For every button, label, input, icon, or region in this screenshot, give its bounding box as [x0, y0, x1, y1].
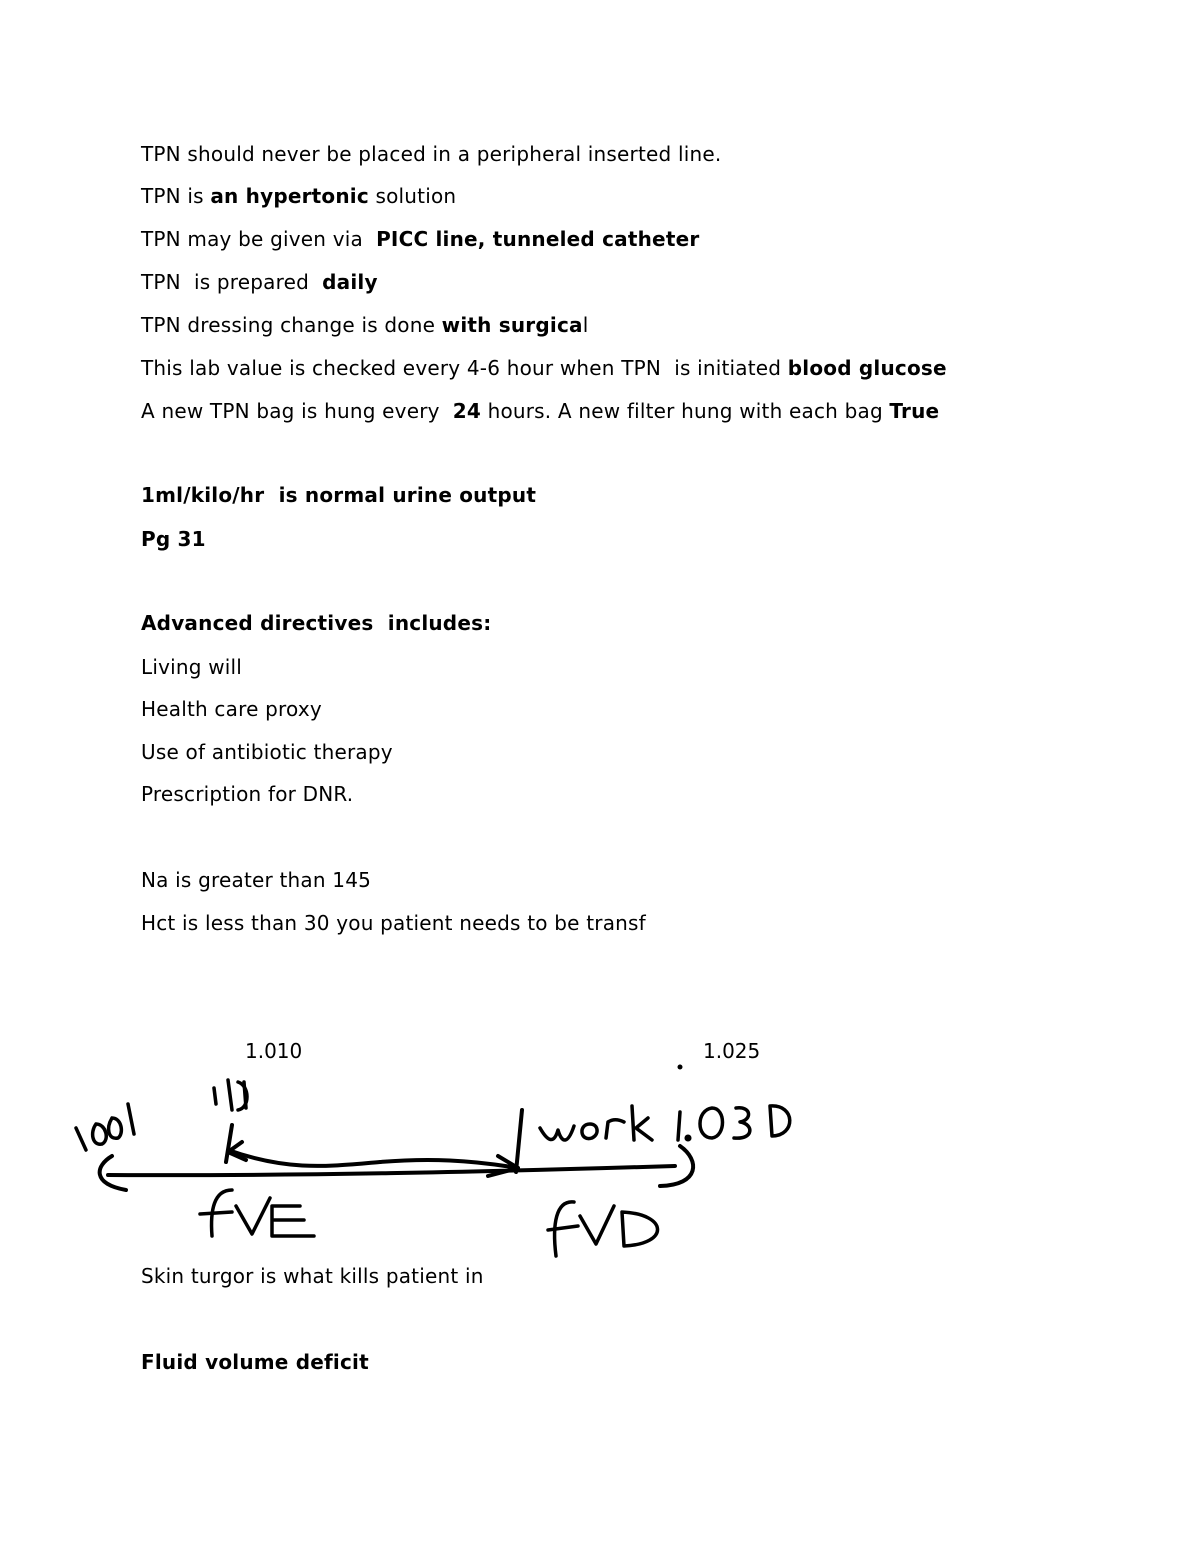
directive-item: Health care proxy	[141, 697, 322, 721]
tpn-line-2: TPN is an hypertonic solution	[141, 184, 457, 208]
handwritten-work-word	[540, 1106, 652, 1140]
directive-item: Prescription for DNR.	[141, 782, 354, 806]
tpn-line-5: TPN dressing change is done with surgical	[141, 313, 589, 337]
handwritten-far-right-value	[678, 1106, 790, 1140]
handwritten-fve-region	[200, 1190, 314, 1236]
page-ref-line: Pg 31	[141, 527, 206, 551]
handwritten-far-left-value	[76, 1104, 134, 1150]
tpn-line-6: This lab value is checked every 4-6 hour when TPN is initiated blood glucose	[141, 356, 947, 380]
hematocrit-line: Hct is less than 30 you patient needs to be transf	[141, 911, 646, 935]
fluid-volume-deficit-line: Fluid volume deficit	[141, 1350, 369, 1374]
sg-low-label: 1.010	[245, 1039, 303, 1063]
urine-output-line: 1ml/kilo/hr is normal urine output	[141, 483, 537, 507]
directive-item: Living will	[141, 655, 243, 679]
sg-high-label: 1.025	[703, 1039, 761, 1063]
tpn-line-3: TPN may be given via PICC line, tunneled catheter	[141, 227, 700, 251]
directives-heading: Advanced directives includes:	[141, 611, 492, 635]
skin-turgor-line: Skin turgor is what kills patient in	[141, 1264, 484, 1288]
tpn-line-4: TPN is prepared daily	[141, 270, 378, 294]
handwritten-left-tick-value	[214, 1080, 247, 1110]
handwritten-fvd-region	[548, 1202, 658, 1256]
tpn-line-7: A new TPN bag is hung every 24 hours. A new filter hung with each bag True	[141, 399, 940, 423]
tpn-line-1: TPN should never be placed in a peripheral inserted line.	[141, 142, 722, 166]
sodium-line: Na is greater than 145	[141, 868, 372, 892]
directive-item: Use of antibiotic therapy	[141, 740, 393, 764]
